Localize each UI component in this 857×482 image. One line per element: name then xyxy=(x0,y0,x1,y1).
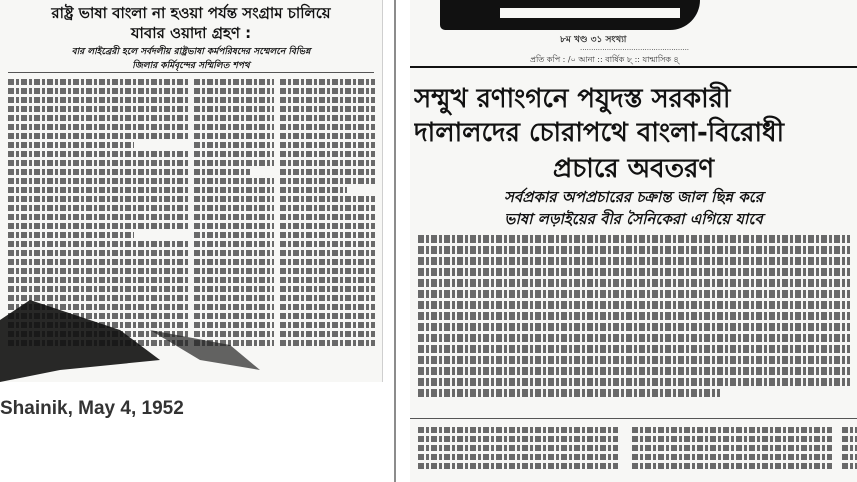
article-body-lead xyxy=(418,232,850,412)
newspaper-clipping-front-page xyxy=(410,0,857,482)
headline-line-2: যাবার ওয়াদা গ্রহণ : xyxy=(130,24,252,42)
masthead-rule xyxy=(410,66,857,68)
masthead-price-line: প্রতি কপি : /০ আনা :: বার্ষিক ৮্ :: যান্মাসিক ৪্ xyxy=(530,55,679,64)
subhead-line-1: বার লাইব্রেরী হলে সর্বদলীয় রাষ্ট্রভাষা কর্মপরিষদের সম্মেলনে বিভিন্ন xyxy=(71,47,311,57)
page-divider xyxy=(394,0,396,482)
clipping-caption: Shainik, May 4, 1952 xyxy=(0,398,184,419)
subhead-line-1: সর্বপ্রকার অপপ্রচারের চক্রান্ত জাল ছিন্ন করে xyxy=(504,188,763,206)
subhead-line-2: ভাষা লড়াইয়ের বীর সৈনিকেরা এগিয়ে যাবে xyxy=(504,210,763,228)
headline-line-1: রাষ্ট্র ভাষা বাংলা না হওয়া পর্যন্ত সংগ্রাম চালিয়ে xyxy=(51,4,331,22)
newspaper-clipping-shainik xyxy=(0,0,383,382)
bottom-column-2 xyxy=(632,424,832,482)
masthead-highlight xyxy=(500,8,680,18)
separator-rule xyxy=(8,72,374,73)
subhead-line-2: জিলার কর্মিবৃন্দের সম্মিলিত শপথ xyxy=(132,61,250,71)
headline-line-2: দালালদের চোরাপথে বাংলা-বিরোধী xyxy=(414,118,785,148)
bottom-column-1 xyxy=(418,424,618,482)
section-rule xyxy=(410,418,857,419)
headline-line-1: সম্মুখ রণাংগনে পযুদস্ত সরকারী xyxy=(414,84,731,114)
paper-tear-mark xyxy=(0,290,382,382)
masthead-date-line: ................................................. xyxy=(580,44,690,52)
bottom-column-3 xyxy=(842,424,857,482)
masthead-issue-info: ৮ম খণ্ড ৩১ সংখ্যা xyxy=(560,35,627,45)
headline-line-3: প্রচারে অবতরণ xyxy=(552,154,715,184)
